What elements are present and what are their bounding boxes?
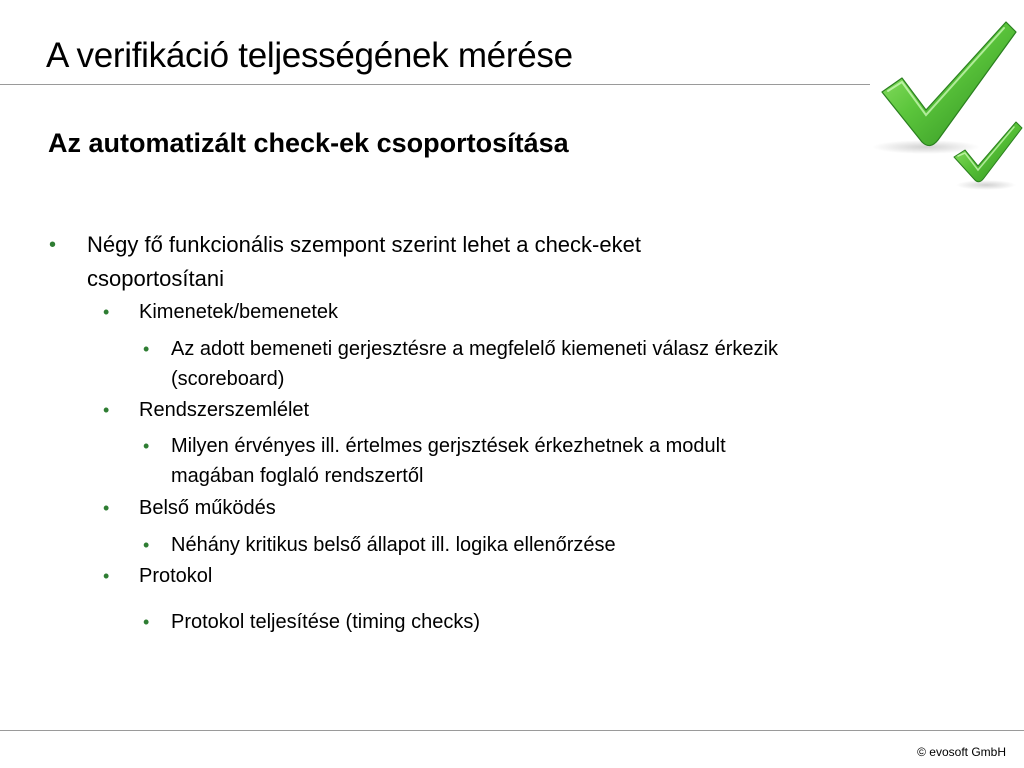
- copyright-notice: © evosoft GmbH: [917, 745, 1006, 759]
- bullet-text: Négy fő funkcionális szempont szerint lehet a check-eket: [87, 232, 641, 257]
- bullet-group-protokol: [103, 561, 213, 591]
- slide-title: A verifikáció teljességének mérése: [46, 36, 573, 75]
- bullet-group-belso-mukodes: [103, 493, 276, 523]
- bullet-text: Rendszerszemlélet: [139, 399, 310, 421]
- bullet-text: Protokol: [139, 565, 213, 587]
- bullet-detail-continuation: [171, 364, 284, 395]
- bullet-text: Kimenetek/bemenetek: [139, 301, 339, 323]
- checkmark-shadow: [956, 180, 1016, 190]
- bullet-text: (scoreboard): [171, 368, 285, 390]
- bullet-marker: •: [103, 400, 110, 420]
- bullet-text: Néhány kritikus belső állapot ill. logika ellenőrzése: [171, 534, 616, 556]
- bullet-main-continuation: [87, 262, 224, 296]
- bullet-detail: [143, 334, 778, 365]
- title-divider: [0, 84, 870, 85]
- bullet-text: Az adott bemeneti gerjesztésre a megfelelő kiemeneti válasz érkezik: [171, 338, 778, 360]
- bullet-text: magában foglaló rendszertől: [171, 465, 424, 487]
- bullet-marker: •: [103, 498, 110, 518]
- bullet-text: Protokol teljesítése (timing checks): [171, 611, 481, 633]
- bullet-detail-continuation: [171, 461, 423, 492]
- bullet-marker: •: [103, 566, 110, 586]
- bullet-marker: •: [49, 234, 57, 256]
- bullet-marker: •: [143, 535, 150, 555]
- bullet-group-rendszerszemlelet: [103, 395, 310, 425]
- bullet-marker: •: [103, 302, 110, 322]
- bullet-marker: •: [143, 436, 150, 456]
- footer-divider: [0, 730, 1024, 731]
- bullet-main: [49, 228, 641, 262]
- bullet-group-kimenetek: [103, 297, 339, 327]
- bullet-text: Milyen érvényes ill. értelmes gerjsztések érkezhetnek a modult: [171, 435, 726, 457]
- bullet-detail: [143, 607, 481, 638]
- checkmarks-graphic: [866, 14, 1024, 194]
- bullet-marker: •: [143, 612, 150, 632]
- bullet-marker: •: [143, 339, 150, 359]
- bullet-detail: [143, 431, 726, 462]
- slide-subtitle: Az automatizált check-ek csoportosítása: [48, 128, 569, 158]
- bullet-detail: [143, 530, 616, 561]
- bullet-text: csoportosítani: [87, 266, 224, 291]
- bullet-text: Belső működés: [139, 497, 276, 519]
- checkmark-icon: [954, 122, 1022, 182]
